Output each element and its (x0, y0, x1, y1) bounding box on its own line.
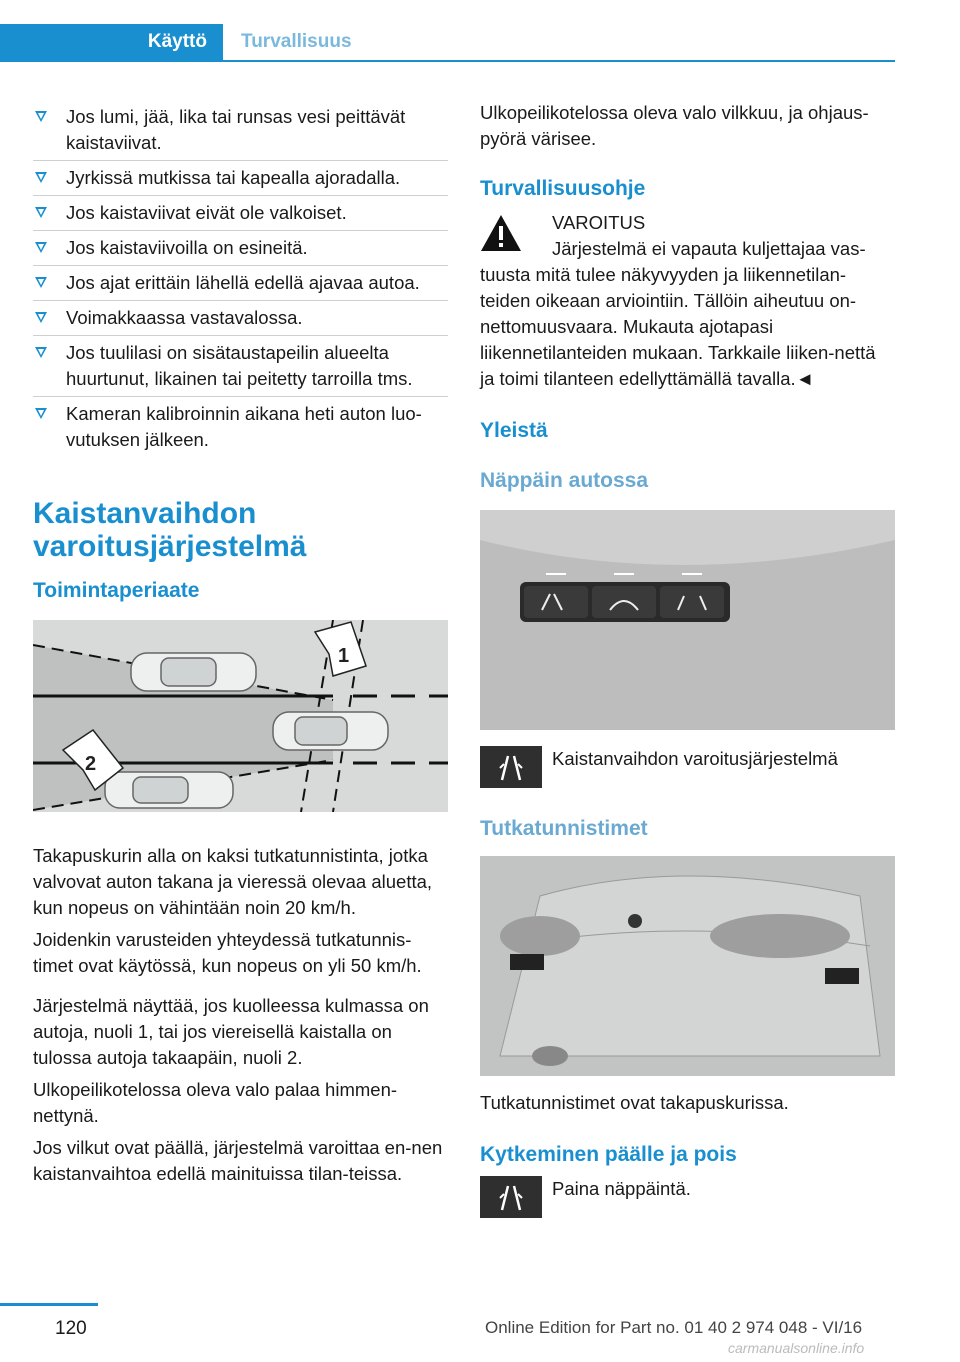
switch-caption: Paina näppäintä. (552, 1178, 691, 1199)
warning-block (480, 210, 895, 236)
sensors-caption: Tutkatunnistimet ovat takapuskurissa. (480, 1092, 789, 1113)
triangle-bullet-icon (35, 347, 47, 358)
button-photo (480, 510, 895, 730)
driving-assist-button-icon (660, 586, 724, 618)
general-title: Yleistä (480, 419, 548, 442)
arrow-2-label: 2 (85, 753, 97, 775)
rear-bumper-photo (480, 856, 895, 1076)
footer-divider (0, 1303, 98, 1306)
triangle-bullet-icon (35, 111, 47, 122)
header-tab-kaytto: Käyttö (0, 24, 223, 60)
lane-diagram-svg (33, 620, 448, 812)
button-section-title: Näppäin autossa (480, 469, 649, 492)
warning-text: Järjestelmä ei vapauta kuljettajaa vas-tuusta mitä tulee näkyvyyden ja liikennetilan-teiden oikeaan arviointiin. Tällöin aiheutuu on-nettomuusvaara. Mukauta ajotapasi liikennetilanteiden mukaan. Tarkkaile liiken-nettä ja toimi tilanteen edellyttämällä tavalla.◄ (480, 238, 876, 389)
blind-spot-diagram (33, 620, 448, 812)
paragraph: Ulkopeilikotelossa oleva valo palaa himmen-nettynä. (33, 1079, 398, 1126)
list-item: Jos kaistaviivoilla on esineitä. (33, 231, 448, 266)
list-item: Jyrkissä mutkissa tai kapealla ajoradalla. (33, 161, 448, 196)
watermark: carmanualsonline.info (728, 1340, 865, 1356)
button-caption-row (480, 746, 895, 792)
header-tab-turvallisuus: Turvallisuus (241, 31, 352, 52)
paragraph: Jos vilkut ovat päällä, järjestelmä varoittaa en-nen kaistanvaihtoa edellä mainituissa tilan-teissa. (33, 1137, 443, 1184)
triangle-bullet-icon (35, 408, 47, 419)
list-item: Jos lumi, jää, lika tai runsas vesi peittävät kaistaviivat. (33, 100, 448, 161)
triangle-bullet-icon (35, 172, 47, 183)
warning-title: VAROITUS (552, 212, 646, 233)
paragraph: Joidenkin varusteiden yhteydessä tutkatunnis-timet ovat käytössä, kun nopeus on yli 50 km/h. (33, 929, 422, 976)
triangle-bullet-icon (35, 242, 47, 253)
switch-caption-row (480, 1176, 895, 1222)
edition-text: Online Edition for Part no. 01 40 2 974 048 - VI/16 (485, 1318, 863, 1337)
arrow-1-label: 1 (338, 645, 350, 667)
paragraph: Järjestelmä näyttää, jos kuolleessa kulmassa on autoja, nuoli 1, tai jos viereisellä kaistalla on tulossa autoja takaapäin, nuoli 2. (33, 995, 429, 1068)
paragraph: Takapuskurin alla on kaksi tutkatunnistinta, jotka valvovat auton takana ja vieressä olevaa aluetta, kun nopeus on vähintään noin 20 km/h. (33, 845, 433, 918)
triangle-bullet-icon (35, 277, 47, 288)
header-divider (0, 60, 895, 62)
intro-paragraph: Ulkopeilikotelossa oleva valo vilkkuu, ja ohjaus-pyörä värisee. (480, 102, 869, 149)
lane-change-warning-icon (480, 746, 542, 788)
triangle-bullet-icon (35, 312, 47, 323)
radar-sensor-right (825, 968, 859, 984)
left-column (33, 100, 448, 1187)
page-number: 120 (55, 1318, 87, 1339)
page-header (0, 24, 895, 62)
subsection-title: Toimintaperiaate (33, 579, 200, 602)
radar-sensor-left (510, 954, 544, 970)
list-item: Kameran kalibroinnin aikana heti auton luo-vutuksen jälkeen. (33, 397, 448, 457)
logo-icon (628, 914, 642, 928)
switch-title: Kytkeminen päälle ja pois (480, 1143, 737, 1166)
list-item: Jos kaistaviivat eivät ole valkoiset. (33, 196, 448, 231)
triangle-bullet-icon (35, 207, 47, 218)
car-icon (131, 653, 256, 691)
warning-triangle-icon (480, 214, 522, 252)
list-item: Jos ajat erittäin lähellä edellä ajavaa autoa. (33, 266, 448, 301)
list-item: Jos tuulilasi on sisätaustapeilin alueelta huurtunut, likainen tai peitetty tarroilla tms. (33, 336, 448, 397)
button-caption: Kaistanvaihdon varoitusjärjestelmä (552, 748, 838, 769)
right-column (480, 100, 895, 1222)
safety-title: Turvallisuusohje (480, 177, 646, 200)
list-item: Voimakkaassa vastavalossa. (33, 301, 448, 336)
condition-list (33, 100, 448, 457)
lane-change-button-icon (524, 586, 588, 618)
section-title: Kaistanvaihdon varoitusjärjestelmä (33, 497, 307, 563)
car-icon (273, 712, 388, 750)
lane-change-warning-icon (480, 1176, 542, 1218)
sensors-title: Tutkatunnistimet (480, 817, 648, 840)
car-icon (105, 772, 233, 808)
